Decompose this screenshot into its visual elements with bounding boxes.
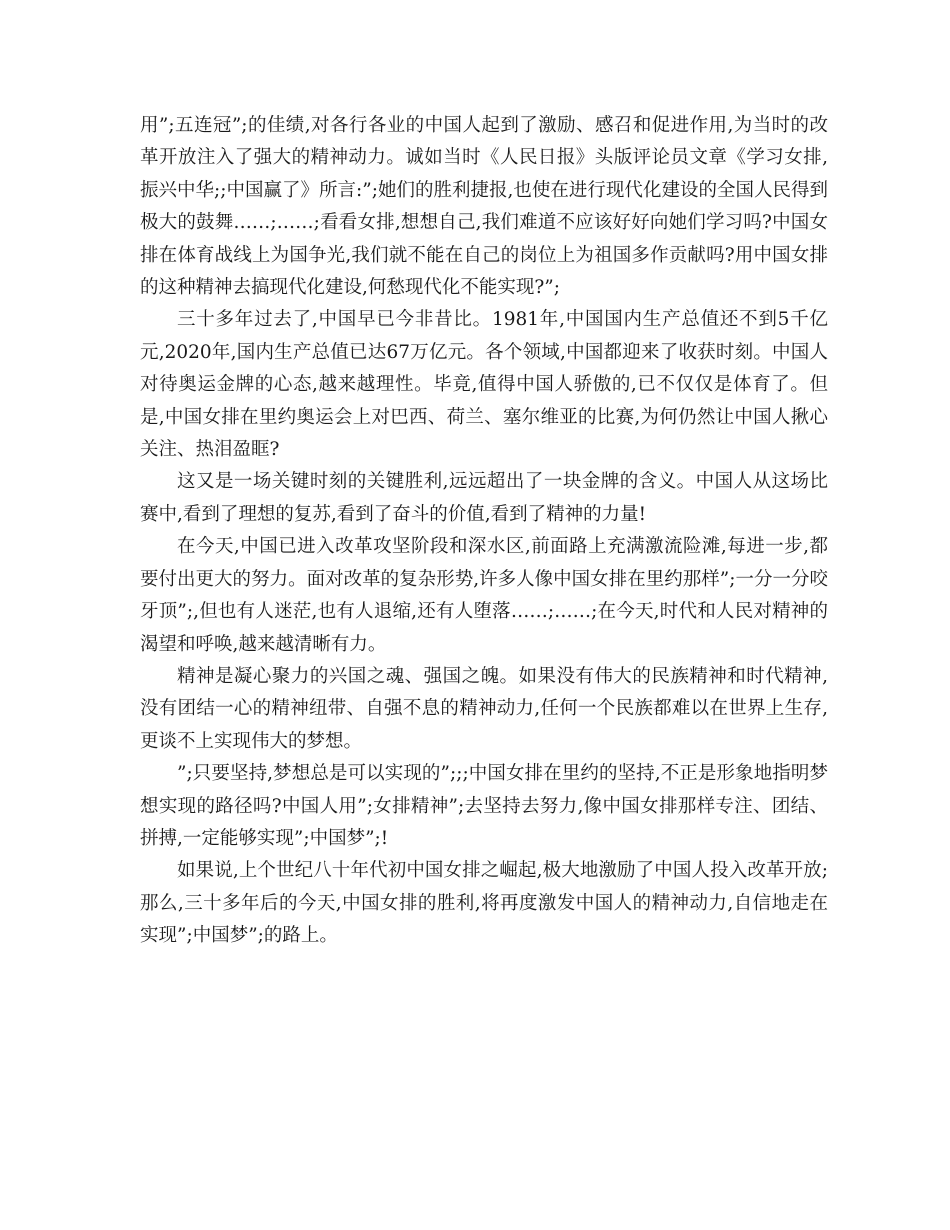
paragraph-6: ”;只要坚持,梦想总是可以实现的”;;;中国女排在里约的坚持,不正是形象地指明梦想实现的路径吗?中国人用”;女排精神”;去坚持去努力,像中国女排那样专注、团结、拼搏,一定能够实现”;中国梦”;! bbox=[140, 763, 828, 849]
paragraph-2: 三十多年过去了,中国早已今非昔比。1981年,中国国内生产总值还不到5千亿元,2020年,国内生产总值已达67万亿元。各个领域,中国都迎来了收获时刻。中国人对待奥运金牌的心态,越来越理性。毕竟,值得中国人骄傲的,已不仅仅是体育了。但是,中国女排在里约奥运会上对巴西、荷兰、塞尔维亚的比赛,为何仍然让中国人揪心关注、热泪盈眶? bbox=[140, 309, 828, 461]
body-text bbox=[140, 110, 828, 953]
paragraph-7: 如果说,上个世纪八十年代初中国女排之崛起,极大地激励了中国人投入改革开放;那么,三十多年后的今天,中国女排的胜利,将再度激发中国人的精神动力,自信地走在实现”;中国梦”;的路上。 bbox=[140, 860, 828, 947]
paragraph-3: 这又是一场关键时刻的关键胜利,远远超出了一块金牌的含义。中国人从这场比赛中,看到了理想的复苏,看到了奋斗的价值,看到了精神的力量! bbox=[140, 471, 828, 525]
paragraph-4: 在今天,中国已进入改革攻坚阶段和深水区,前面路上充满激流险滩,每进一步,都要付出更大的努力。面对改革的复杂形势,许多人像中国女排在里约那样”;一分一分咬牙顶”;,但也有人迷茫,也有人退缩,还有人堕落……;……;在今天,时代和人民对精神的渴望和呼唤,越来越清晰有力。 bbox=[140, 536, 828, 655]
paragraph-5: 精神是凝心聚力的兴国之魂、强国之魄。如果没有伟大的民族精神和时代精神,没有团结一心的精神纽带、自强不息的精神动力,任何一个民族都难以在世界上生存,更谈不上实现伟大的梦想。 bbox=[140, 665, 828, 752]
paragraph-1: 用”;五连冠”;的佳绩,对各行各业的中国人起到了激励、感召和促进作用,为当时的改革开放注入了强大的精神动力。诚如当时《人民日报》头版评论员文章《学习女排,振兴中华;;中国赢了》所言:”;她们的胜利捷报,也使在进行现代化建设的全国人民得到极大的鼓舞……;……;看看女排,想想自己,我们难道不应该好好向她们学习吗?中国女排在体育战线上为国争光,我们就不能在自己的岗位上为祖国多作贡献吗?用中国女排的这种精神去搞现代化建设,何愁现代化不能实现?”; bbox=[140, 115, 828, 299]
